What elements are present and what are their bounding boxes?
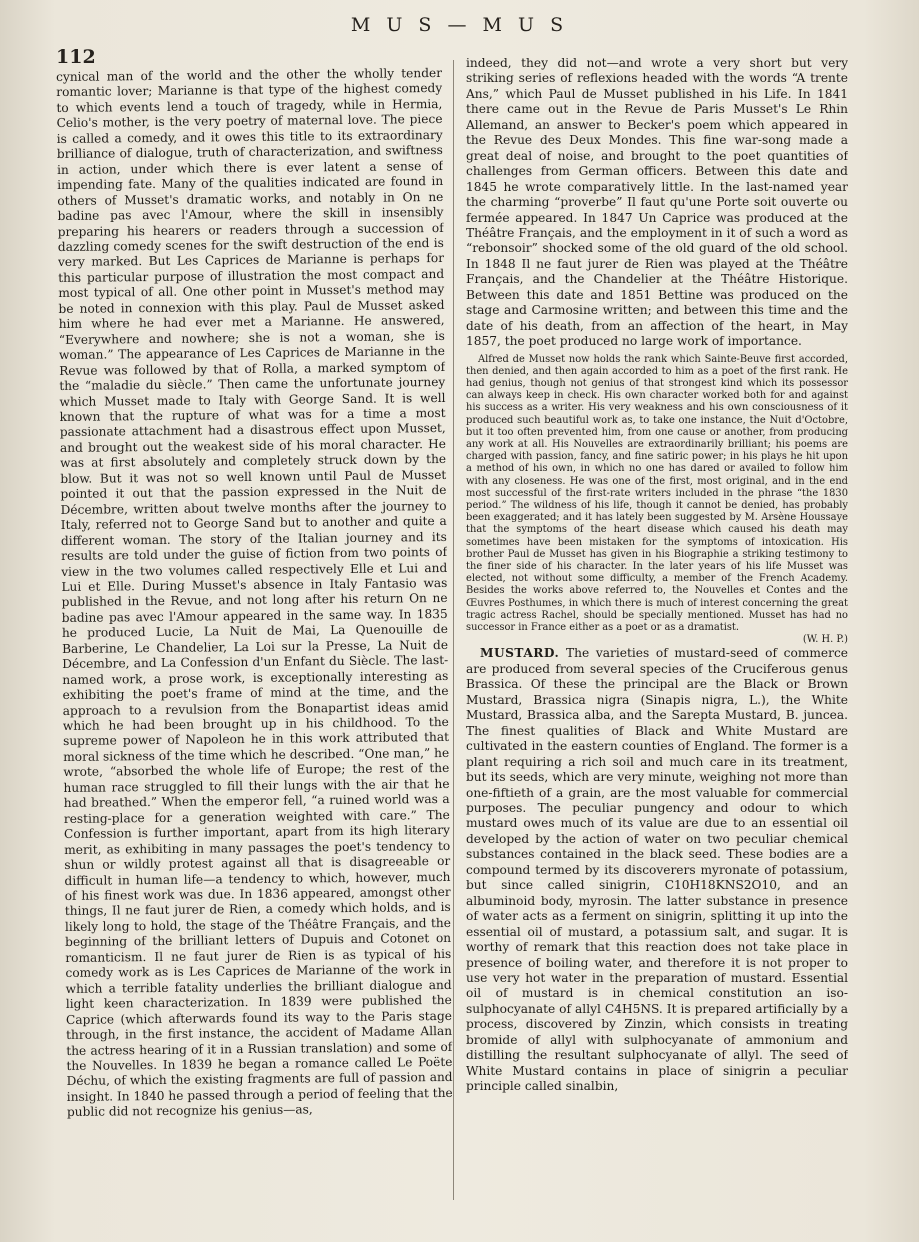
- right-column: [466, 56, 848, 1216]
- mustard-entry: [466, 646, 848, 1094]
- page-number: 112: [56, 46, 96, 68]
- small-print-note: [466, 354, 848, 647]
- running-head: M U S — M U S: [350, 14, 569, 36]
- entry-text: The varieties of mustard-seed of commerce are produced from several species of the Cruciferous genus Brassica. Of these the principal are the Black or Brown Mustard, Brassica nigra (Sinapis nigra, L.), the White Mustard, Brassica alba, and the Sarepta Mustard, B. juncea. The finest qualities of Black and White Mustard are cultivated in the eastern counties of England. The former is a plant requiring a rich soil and much care in its treatment, but its seeds, which are very minute, weighing not more than one-fiftieth of a grain, are the most valuable for commercial purposes. The peculiar pungency and odour to which mustard owes much of its value are due to an essential oil developed by the action of water on two peculiar chemical substances contained in the black seed. These bodies are a compound termed by its discoverers myronate of potassium, but since called sinigrin, C10H18KNS2O10, and an albuminoid body, myrosin. The latter substance in presence of water acts as a ferment on sinigrin, splitting it up into the essential oil of mustard, a potassium salt, and sugar. It is worthy of remark that this reaction does not take place in presence of boiling water, and therefore it is not proper to use very hot water in the preparation of mustard. Essential oil of mustard is in chemical constitution an iso-sulphocyanate of allyl C4H5NS. It is prepared artificially by a process, discovered by Zinzin, which consists in treating bromide of allyl with sulphocyanate of ammonium and distilling the resultant sulphocyanate of allyl. The seed of White Mustard contains in place of sinigrin a peculiar principle called sinalbin,: [466, 646, 848, 1094]
- continuation-paragraph: indeed, they did not—and wrote a very short but very striking series of reflexions headed with the words “A trente Ans,” which Paul de Musset published in his Life. In 1841 there came out in the Revue de Paris Musset's Le Rhin Allemand, an answer to Becker's poem which appeared in the Revue des Deux Mondes. This fine war-song made a great deal of noise, and brought to the poet quantities of challenges from German officers. Between this date and 1845 he wrote comparatively little. In the last-named year the charming “proverbe” Il faut qu'une Porte soit ouverte ou fermée appeared. In 1847 Un Caprice was produced at the Théâtre Français, and the employment in it of such a word as “rebonsoir” shocked some of the old guard of the old school. In 1848 Il ne faut jurer de Rien was played at the Théâtre Français, and the Chandelier at the Théâtre Historique. Between this date and 1851 Bettine was produced on the stage and Carmosine written; and between this time and the date of his death, from an affection of the heart, in May 1857, the poet produced no large work of importance.: [466, 56, 848, 349]
- entry-heading: MUSTARD.: [480, 646, 560, 661]
- author-signature: (W. H. P.): [802, 634, 848, 646]
- left-column-paragraph: cynical man of the world and the other the wholly tender romantic lover; Marianne is that type of the highest comedy to which events lend a touch of tragedy, while in Hermia, Celio's mother, is the very poetry of maternal love. The piece is called a comedy, and it owes this title to its extraordinary brilliance of dialogue, truth of characterization, and swiftness in action, under which there is ever latent a sense of impending fate. Many of the qualities indicated are found in others of Musset's dramatic works, and notably in On ne badine pas avec l'Amour, where the skill in insensibly preparing his hearers or readers through a succession of dazzling comedy scenes for the swift destruction of the end is very marked. But Les Caprices de Marianne is perhaps for this particular purpose of illustration the most compact and most typical of all. One other point in Musset's method may be noted in connexion with this play. Paul de Musset asked him where he had ever met a Marianne. He answered, “Everywhere and nowhere; she is not a woman, she is woman.” The appearance of Les Caprices de Marianne in the Revue was followed by that of Rolla, a marked symptom of the “maladie du siècle.” Then came the unfortunate journey which Musset made to Italy with George Sand. It is well known that the rupture of what was for a time a most passionate attachment had a disastrous effect upon Musset, and brought out the weakest side of his moral character. He was at first absolutely and completely struck down by the blow. But it was not so well known until Paul de Musset pointed it out that the passion expressed in the Nuit de Décembre, written about twelve months after the journey to Italy, referred not to George Sand but to another and quite a different woman. The story of the Italian journey and its results are told under the guise of fiction from two points of view in the two volumes called respectively Elle et Lui and Lui et Elle. During Musset's absence in Italy Fantasio was published in the Revue, and not long after his return On ne badine pas avec l'Amour appeared in the same way. In 1835 he produced Lucie, La Nuit de Mai, La Quenouille de Barberine, Le Chandelier, La Loi sur la Presse, La Nuit de Décembre, and La Confession d'un Enfant du Siècle. The last-named work, a prose work, is exceptionally interesting as exhibiting the poet's frame of mind at the time, and the approach to a revulsion from the Bonapartist ideas amid which he had been brought up in his childhood. To the supreme power of Napoleon he in this work attributed that moral sickness of the time which he described. “One man,” he wrote, “absorbed the whole life of Europe; the rest of the human race struggled to fill their lungs with the air that he had breathed.” When the emperor fell, “a ruined world was a resting-place for a generation weighted with care.” The Confession is further important, apart from its high literary merit, as exhibiting in many passages the poet's tendency to shun or wildly protest against all that is disagreeable or difficult in human life—a tendency to which, however, much of his finest work was due. In 1836 appeared, amongst other things, Il ne faut jurer de Rien, a comedy which holds, and is likely long to hold, the stage of the Théâtre Français, and the beginning of the brilliant letters of Dupuis and Cotonet on romanticism. Il ne faut jurer de Rien is as typical of his comedy work as is Les Caprices de Marianne of the work in which a terrible fatality underlies the brilliant dialogue and light keen characterization. In 1839 were published the Caprice (which afterwards found its way to the Paris stage through, in the first instance, the accident of Madame Allan the actress hearing of it in a Russian translation) and some of the Nouvelles. In 1839 he began a romance called Le Poëte Déchu, of which the existing fragments are full of passion and insight. In 1840 he passed through a period of feeling that the public did not recognize his genius—as,: [56, 65, 453, 1120]
- left-column: [56, 66, 454, 1230]
- note-text: Alfred de Musset now holds the rank which Sainte-Beuve first accorded, then denied, and then again accorded to him as a poet of the first rank. He had genius, though not genius of that strongest kind which its possessor can always keep in check. His own character worked both for and against his success as a writer. His very weakness and his own consciousness of it produced such beautiful work as, to take one instance, the Nuit d'Octobre, but it too often prevented him, from one cause or another, from producing any work at all. His Nouvelles are extraordinarily brilliant; his poems are charged with passion, fancy, and fine satiric power; in his plays he hit upon a method of his own, in which no one has dared or availed to follow him with any closeness. He was one of the first, most original, and in the end most successful of the first-rate writers included in the phrase “the 1830 period.” The wildness of his life, though it cannot be denied, has probably been exaggerated; and it has lately been suggested by M. Arsène Houssaye that the symptoms of the heart disease which caused his death may sometimes have been mistaken for the symptoms of intoxication. His brother Paul de Musset has given in his Biographie a striking testimony to the finer side of his character. In the later years of his life Musset was elected, not without some difficulty, a member of the French Academy. Besides the works above referred to, the Nouvelles et Contes and the Œuvres Posthumes, in which there is much of interest concerning the great tragic actress Rachel, should be specially mentioned. Musset has had no successor in France either as a poet or as a dramatist.: [466, 353, 848, 634]
- column-divider: [453, 60, 454, 1200]
